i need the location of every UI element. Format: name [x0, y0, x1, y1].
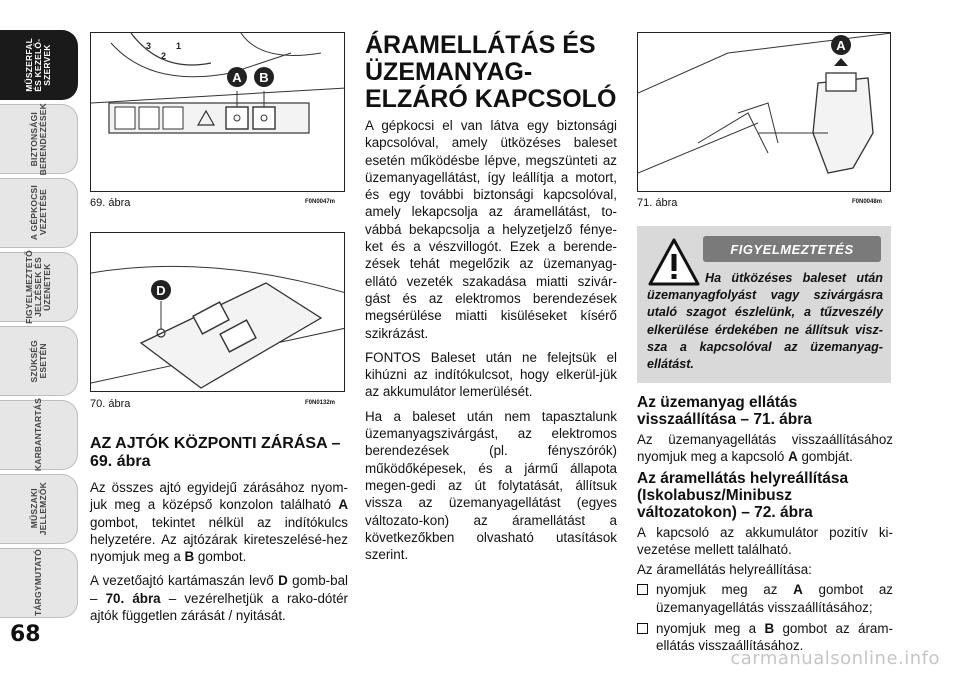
tab-muszerfal[interactable] [0, 30, 78, 100]
callout-a-label: A [836, 38, 846, 53]
tab-targymutato[interactable] [0, 548, 78, 618]
list-item-text: nyomjuk meg az A gombot az üzemanyagellátás visszaállításához; [656, 582, 894, 615]
paragraph: Az üzemanyagellátás visszaállításához nyomjuk meg a kapcsoló A gombját. [637, 432, 893, 465]
paragraph-important: FONTOS Baleset után ne felejtsük el kihúzni az indítókulcsot, hogy elkerül-jük az akkumulátor lemerülését. [365, 349, 617, 400]
tab-label: KARBANTARTÁS [33, 398, 43, 472]
paragraph: Az összes ajtó egyidejű zárásához nyom-juk meg a középső konzolon található A gombot, tekintet nélkül az indítókulcs helyzetére. Az ajtózárak kireteszelésé-hez nyomjuk meg a B gombot. [90, 480, 348, 565]
callout-b-label: B [259, 70, 269, 85]
tab-biztonsagi[interactable] [0, 104, 78, 174]
middle-column [365, 117, 617, 563]
paragraph: A kapcsoló az akkumulátor pozitív ki-vezetése mellett található. [637, 524, 893, 557]
figure-69-caption: 69. ábra [90, 197, 131, 209]
warning-box [637, 226, 891, 383]
left-column [90, 435, 348, 624]
figure-69-code: F0N0047m [305, 199, 336, 205]
tab-label: BIZTONSÁGI BERENDEZÉSEK [28, 102, 48, 176]
figure-70-code: F0N0132m [305, 400, 336, 406]
figure-69 [90, 32, 345, 192]
tab-karbantartas[interactable] [0, 400, 78, 470]
warning-text: Ha ütközéses baleset után üzemanyagfolyást vagy szivárgásra utaló szagot észlelünk, a tűzveszély elkerülése érdekében ne állítsuk visz-sza a kapcsolóval az üzemanyag-ellátást. [647, 271, 883, 372]
door-armrest-illustration [91, 233, 345, 392]
gauge-number: 1 [176, 41, 182, 51]
tab-label: MŰSZAKI JELLEMZŐK [28, 482, 48, 536]
figure-71-code: F0N0048m [852, 199, 883, 205]
callout-d-label: D [156, 283, 166, 298]
chapter-tabs [0, 30, 78, 617]
dashboard-switches-illustration [91, 33, 345, 192]
warning-header: FIGYELMEZTETÉS [703, 236, 881, 262]
tab-label: A GÉPKOCSI VEZETÉSE [28, 185, 48, 241]
tab-label: TÁRGYMUTATÓ [33, 549, 43, 617]
page-title: ÁRAMELLÁTÁS ÉS ÜZEMANYAG-ELZÁRÓ KAPCSOLÓ [365, 31, 617, 113]
section-heading-power-restore: Az áramellátás helyreállítása (Iskolabusz/Minibusz változatokon) – 72. ábra [637, 469, 849, 521]
fuel-cutoff-switch-illustration [638, 33, 891, 192]
checkbox-bullet-icon [637, 584, 648, 595]
right-column [637, 394, 893, 655]
paragraph: A gépkocsi el van látva egy biztonsági kapcsolóval, amely ütközéses baleset esetén működésbe lépve, megszünteti az üzemanyagellátást, így leállítja a motort, és egy további biztonsági kapcsolóval, amely lekapcsolja az áramellátást, to-vábbá bekapcsolja a helyzetjelző fénye-ket és a vészvillogót. Ezek a berende-zések tehát megelőzik az üzemanyag-ellátó vezeték szakadása miatti szivár-gást és az elektromos berendezések megsérülése miatti kisüléseket kísérő szikrázást. [365, 118, 617, 341]
paragraph: Ha a baleset után nem tapasztalunk üzemanyagszivárgást, az elektromos berendezések (pl. fényszórók) működőképesek, és a jármű állapota megen-gedi az út folytatását, állítsuk vissza az üzemanyagellátást (egyes változato-kon) az áramellátást a következőkben olvasható utasítások szerint. [365, 408, 617, 563]
gauge-number: 2 [161, 51, 167, 61]
tab-label: SZÜKSÉG ESETÉN [28, 339, 48, 383]
watermark: carmanualsonline.info [730, 648, 940, 669]
tab-label: MŰSZERFAL ÉS KEZELŐ- SZERVEK [24, 38, 52, 92]
tab-szukseg-eseten[interactable] [0, 326, 78, 396]
gauge-number: 3 [146, 41, 152, 51]
figure-71-caption: 71. ábra [637, 197, 678, 209]
figure-70 [90, 232, 345, 392]
tab-muszaki[interactable] [0, 474, 78, 544]
figure-71 [637, 32, 891, 192]
paragraph: Az áramellátás helyreállítása: [637, 562, 812, 578]
callout-a-label: A [232, 70, 242, 85]
list-item [637, 581, 893, 616]
paragraph: A vezetőajtó kartámaszán levő D gomb-bal – 70. ábra – vezérelhetjük a rako-dótér ajtók független zárását / nyitását. [90, 573, 349, 624]
section-heading-central-locking: AZ AJTÓK KÖZPONTI ZÁRÁSA – 69. ábra [90, 435, 341, 470]
list-item-text: nyomjuk meg a B gombot az áram-ellátás visszaállításához. [656, 621, 893, 654]
tab-figyelmezteto[interactable] [0, 252, 78, 322]
checkbox-bullet-icon [637, 623, 648, 634]
page-number: 68 [10, 622, 41, 647]
figure-70-caption: 70. ábra [90, 398, 131, 410]
tab-gepkocsi-vezetese[interactable] [0, 178, 78, 248]
tab-label: FIGYELMEZTETŐ JELZÉSEK ÉS ÜZENETEK [24, 250, 52, 324]
section-heading-fuel-restore: Az üzemanyag ellátás visszaállítása – 71. ábra [637, 394, 812, 428]
